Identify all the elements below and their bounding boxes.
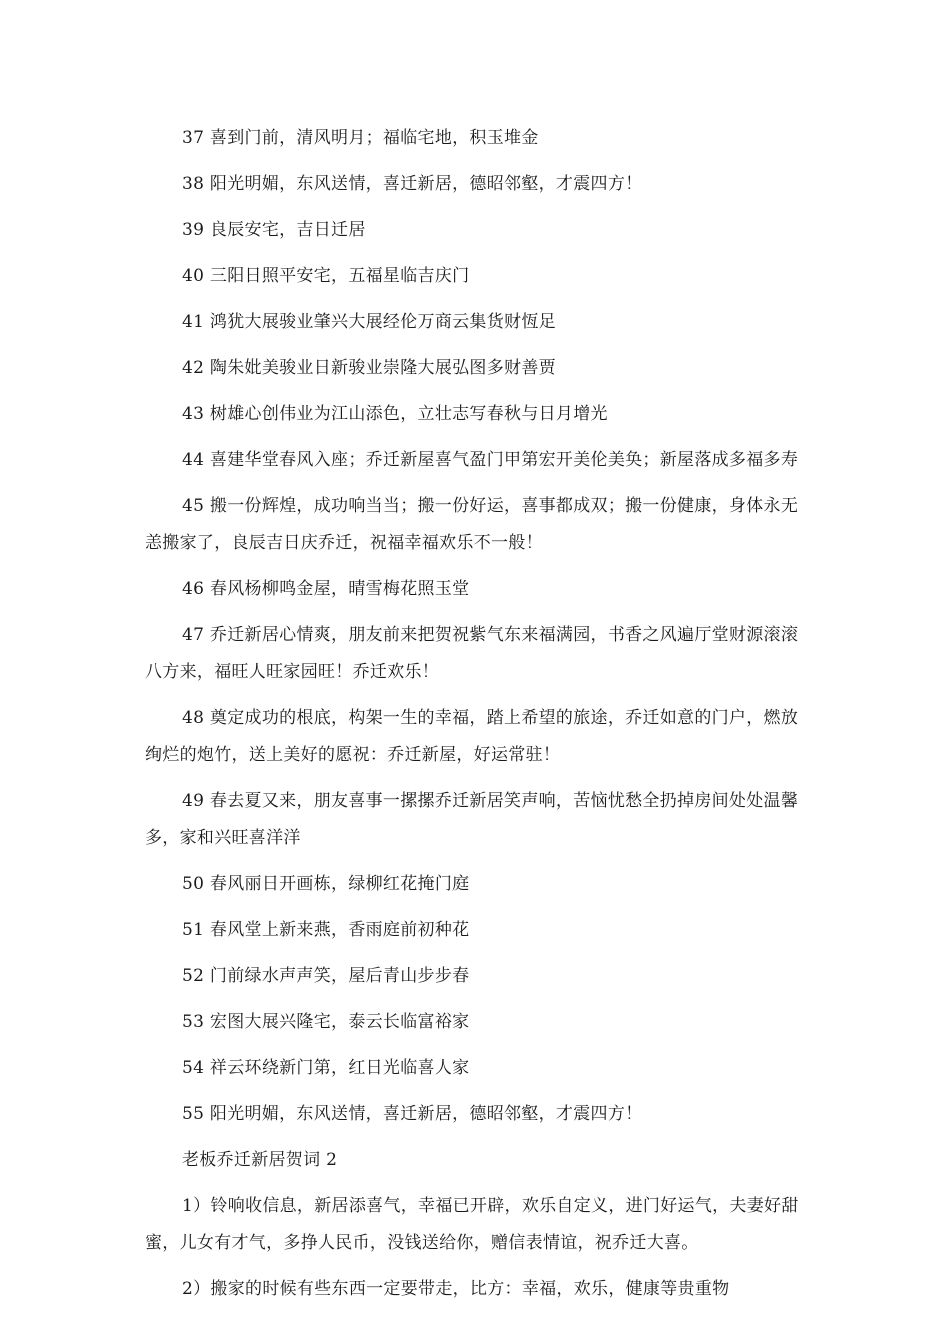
paragraph-40: 40 三阳日照平安宅，五福星临吉庆门 xyxy=(182,266,470,286)
paragraph-44: 44 喜建华堂春风入座；乔迁新屋喜气盈门甲第宏开美伦美奂；新屋落成多福多寿 xyxy=(182,450,799,470)
paragraph-39: 39 良辰安宅，吉日迁居 xyxy=(182,220,366,240)
paragraph-41: 41 鸿犹大展骏业肇兴大展经伦万商云集货财恆足 xyxy=(182,312,556,332)
paragraph-42: 42 陶朱妣美骏业日新骏业崇隆大展弘图多财善贾 xyxy=(182,358,556,378)
paragraph-43: 43 树雄心创伟业为江山添色，立壮志写春秋与日月增光 xyxy=(182,404,608,424)
paragraph-51: 51 春风堂上新来燕，香雨庭前初种花 xyxy=(182,920,470,940)
paragraph-48: 48 奠定成功的根底，构架一生的幸福，踏上希望的旅途，乔迁如意的门户，燃放绚烂的炮竹，送上美好的愿祝：乔迁新屋，好运常驻！ xyxy=(145,708,799,765)
section-heading: 老板乔迁新居贺词 2 xyxy=(182,1150,338,1170)
paragraph-52: 52 门前绿水声声笑，屋后青山步步春 xyxy=(182,966,470,986)
paragraph-55: 55 阳光明媚，东风送情，喜迁新居，德昭邻壑，才震四方！ xyxy=(182,1104,643,1124)
paragraph-1: 1）铃响收信息，新居添喜气，幸福已开辟，欢乐自定义，进门好运气，夫妻好甜蜜，儿女有才气，多挣人民币，没钱送给你，赠信表情谊，祝乔迁大喜。 xyxy=(145,1196,799,1253)
paragraph-53: 53 宏图大展兴隆宅，泰云长临富裕家 xyxy=(182,1012,470,1032)
paragraph-54: 54 祥云环绕新门第，红日光临喜人家 xyxy=(182,1058,470,1078)
paragraph-37: 37 喜到门前，清风明月；福临宅地，积玉堆金 xyxy=(182,128,539,148)
document-body xyxy=(145,120,810,1308)
paragraph-38: 38 阳光明媚，东风送情，喜迁新居，德昭邻壑，才震四方！ xyxy=(182,174,643,194)
paragraph-49: 49 春去夏又来，朋友喜事一摞摞乔迁新居笑声响，苦恼忧愁全扔掉房间处处温馨多，家和兴旺喜洋洋 xyxy=(145,791,799,848)
paragraph-46: 46 春风杨柳鸣金屋，晴雪梅花照玉堂 xyxy=(182,579,470,599)
paragraph-2: 2）搬家的时候有些东西一定要带走，比方：幸福，欢乐，健康等贵重物 xyxy=(182,1279,730,1299)
paragraph-45: 45 搬一份辉煌，成功响当当；搬一份好运，喜事都成双；搬一份健康，身体永无恙搬家了，良辰吉日庆乔迁，祝福幸福欢乐不一般！ xyxy=(145,496,799,553)
paragraph-50: 50 春风丽日开画栋，绿柳红花掩门庭 xyxy=(182,874,470,894)
paragraph-47: 47 乔迁新居心情爽，朋友前来把贺祝紫气东来福满园，书香之风遍厅堂财源滚滚八方来，福旺人旺家园旺！乔迁欢乐！ xyxy=(145,625,799,682)
